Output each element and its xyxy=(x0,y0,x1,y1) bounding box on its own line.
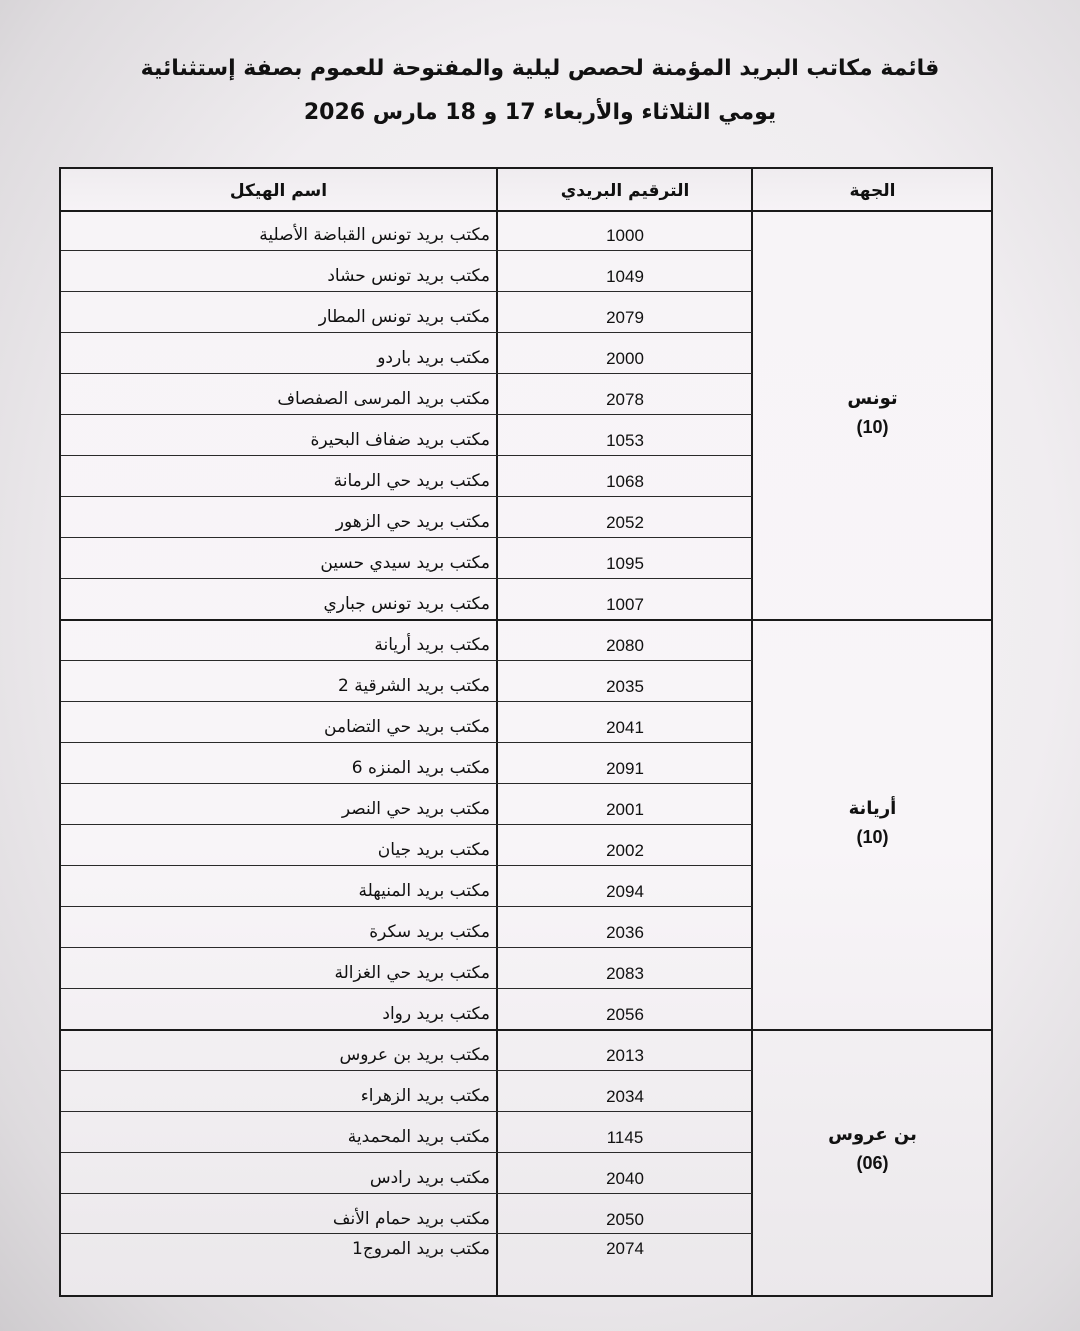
postal-code-cell: 2034 xyxy=(606,1087,644,1106)
postal-code-cell: 2078 xyxy=(606,390,644,409)
office-name-cell: مكتب بريد حي الرمانة xyxy=(333,471,490,491)
postal-code-cell: 2074 xyxy=(606,1239,644,1258)
region-count: (10) xyxy=(856,827,889,847)
header-office-name: اسم الهيكل xyxy=(229,181,328,201)
office-name-cell: مكتب بريد أريانة xyxy=(374,635,490,655)
office-name-cell: مكتب بريد ضفاف البحيرة xyxy=(310,430,490,450)
postal-code-cell: 2080 xyxy=(606,636,644,655)
office-name-cell: مكتب بريد رادس xyxy=(369,1168,490,1188)
table-row xyxy=(61,620,751,661)
postal-code-cell: 2036 xyxy=(606,923,644,942)
postal-code-cell: 2079 xyxy=(606,308,644,327)
postal-code-cell: 2000 xyxy=(606,349,644,368)
postal-code-cell: 2041 xyxy=(606,718,644,737)
region-name: أريانة xyxy=(848,798,897,819)
table-row xyxy=(61,1071,751,1112)
office-name-cell: مكتب بريد سيدي حسين xyxy=(320,553,490,573)
table-row xyxy=(61,989,751,1030)
table-row xyxy=(61,702,751,743)
table-row xyxy=(61,456,751,497)
office-name-cell: مكتب بريد الزهراء xyxy=(360,1086,490,1106)
office-name-cell: مكتب بريد بن عروس xyxy=(339,1045,490,1065)
table-row xyxy=(61,1112,751,1153)
office-name-cell: مكتب بريد حي الزهور xyxy=(335,512,490,532)
office-name-cell: مكتب بريد المنزه 6 xyxy=(351,758,490,778)
office-name-cell: مكتب بريد تونس جباري xyxy=(323,594,490,614)
office-name-cell: مكتب بريد المحمدية xyxy=(347,1127,490,1147)
table-row xyxy=(61,210,751,251)
office-name-cell: مكتب بريد باردو xyxy=(377,348,490,368)
table-row xyxy=(61,1030,751,1071)
region-cell xyxy=(754,795,991,851)
postal-code-cell: 1068 xyxy=(606,472,644,491)
table-row xyxy=(61,1234,751,1292)
postal-code-cell: 2056 xyxy=(606,1005,644,1024)
postal-code-cell: 1000 xyxy=(606,226,644,245)
table-row xyxy=(61,415,751,456)
table-row xyxy=(61,784,751,825)
region-name: بن عروس xyxy=(828,1124,917,1145)
table-row xyxy=(61,538,751,579)
table-row xyxy=(61,497,751,538)
header-postal-code: الترقيم البريدي xyxy=(560,181,690,201)
table-row xyxy=(61,825,751,866)
table-header-row xyxy=(61,169,991,212)
postal-code-cell: 2050 xyxy=(606,1210,644,1229)
office-name-cell: مكتب بريد حي الغزالة xyxy=(334,963,490,983)
table-row xyxy=(61,251,751,292)
document-title-line-2: يومي الثلاثاء والأربعاء 17 و 18 مارس 2026 xyxy=(303,100,777,125)
office-name-cell: مكتب بريد المرسى الصفصاف xyxy=(277,389,490,409)
table-row xyxy=(61,333,751,374)
table-row xyxy=(61,292,751,333)
postal-code-cell: 2040 xyxy=(606,1169,644,1188)
postal-code-cell: 2094 xyxy=(606,882,644,901)
table-row xyxy=(61,661,751,702)
table-row xyxy=(61,866,751,907)
document-title-line-1: قائمة مكاتب البريد المؤمنة لحصص ليلية والمفتوحة للعموم بصفة إستثنائية xyxy=(140,56,940,81)
postal-code-cell: 1007 xyxy=(606,595,644,614)
table-row xyxy=(61,907,751,948)
region-count: (06) xyxy=(856,1153,889,1173)
postal-code-cell: 1053 xyxy=(606,431,644,450)
postal-code-cell: 2091 xyxy=(606,759,644,778)
table-row xyxy=(61,1194,751,1234)
table-row xyxy=(61,948,751,989)
table-row xyxy=(61,743,751,784)
table-row xyxy=(61,1153,751,1194)
post-offices-table xyxy=(59,167,993,1297)
office-name-cell: مكتب بريد حي التضامن xyxy=(324,717,490,737)
office-name-cell: مكتب بريد حمام الأنف xyxy=(332,1209,490,1229)
postal-code-cell: 2083 xyxy=(606,964,644,983)
region-count: (10) xyxy=(856,417,889,437)
header-region: الجهة xyxy=(849,181,896,201)
office-name-cell: مكتب بريد المنيهلة xyxy=(358,881,490,901)
office-name-cell: مكتب بريد تونس حشاد xyxy=(327,266,490,286)
region-cell xyxy=(754,385,991,441)
office-name-cell: مكتب بريد جيان xyxy=(377,840,490,860)
office-name-cell: مكتب بريد المروج1 xyxy=(351,1239,490,1259)
office-name-cell: مكتب بريد تونس المطار xyxy=(318,307,490,327)
table-row xyxy=(61,374,751,415)
office-name-cell: مكتب بريد الشرقية 2 xyxy=(338,676,490,696)
postal-code-cell: 2001 xyxy=(606,800,644,819)
postal-code-cell: 1049 xyxy=(606,267,644,286)
postal-code-cell: 2013 xyxy=(606,1046,644,1065)
postal-code-cell: 2052 xyxy=(606,513,644,532)
office-name-cell: مكتب بريد سكرة xyxy=(369,922,490,942)
region-cell xyxy=(754,1121,991,1177)
office-name-cell: مكتب بريد تونس القباضة الأصلية xyxy=(259,225,490,245)
postal-code-cell: 2035 xyxy=(606,677,644,696)
office-name-cell: مكتب بريد رواد xyxy=(382,1004,490,1024)
office-name-cell: مكتب بريد حي النصر xyxy=(341,799,490,819)
postal-code-cell: 1095 xyxy=(606,554,644,573)
postal-code-cell: 2002 xyxy=(606,841,644,860)
table-row xyxy=(61,579,751,620)
postal-code-cell: 1145 xyxy=(606,1128,644,1147)
region-name: تونس xyxy=(847,388,898,409)
